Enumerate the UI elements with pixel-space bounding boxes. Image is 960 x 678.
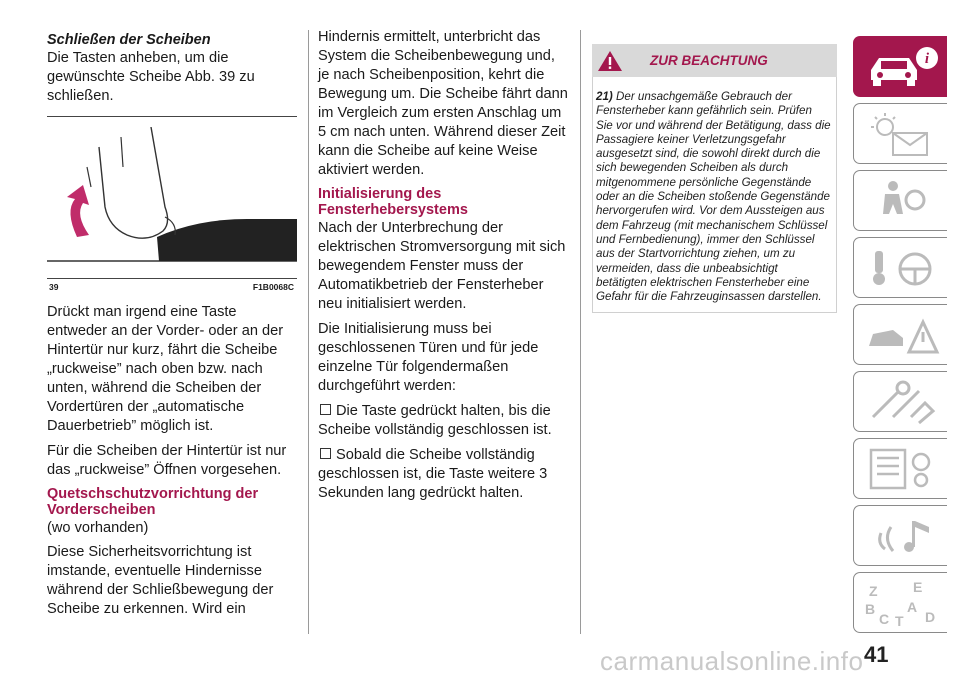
warning-lights-icon [863, 111, 943, 157]
bullet-item-2 [318, 446, 570, 503]
index-letter: Z [869, 583, 878, 599]
index-letter: B [865, 601, 876, 617]
figure-39 [47, 116, 297, 295]
tab-starting-driving[interactable] [853, 237, 947, 298]
section-title-closing-windows: Schließen der Scheiben [47, 32, 211, 48]
bullet-text-1: Die Taste gedrückt halten, bis die Scheibe vollständig geschlossen ist. [318, 403, 552, 438]
intro-paragraph: Die Tasten anheben, um die gewünschte Scheibe Abb. 39 zu schließen. [47, 50, 255, 104]
index-letter: D [925, 609, 936, 625]
chapter-tabs [853, 36, 949, 639]
watermark: carmanualsonline.info [600, 646, 864, 676]
paragraph-anti-pinch: Diese Sicherheitsvorrichtung ist imstande, eventuelle Hindernisse während der Schließbewegung der Scheibe zu erkennen. Wird ein [47, 544, 274, 617]
heading-initialization: Initialisierung des Fensterhebersystems [318, 186, 468, 218]
column-divider [308, 30, 309, 634]
tab-emergency[interactable] [853, 304, 947, 365]
figure-number: 39 [49, 282, 59, 292]
warning-text: Der unsachgemäße Gebrauch der Fensterheber kann gefährlich sein. Prüfen Sie vor und während der Betätigung, dass die Passagiere keiner Verletzungsgefahr ausgesetzt sind, die sowohl direkt durch die sich bewegenden Scheiben als durch mitgenommene persönliche Gegenstände oder an die Scheiben stoßende Gegenstände hervorgerufen wird. Vor dem Aussteigen aus dem Fahrzeug (mit mechanischem Schlüssel und Fernbedienung), immer den Schlüssel aus der Startvorrichtung ziehen, um zu vermeiden, dass die unbeabsichtigt betätigten elektrischen Fensterheber eine Gefahr für die Fahrzeuginsassen darstellen. [596, 90, 831, 304]
paragraph-obstacle: Hindernis ermittelt, unterbricht das System die Scheibenbewegung und, je nach Scheibenposition, kehrt die Bewegung um. Die Scheibe fährt dann im Vergleich zum ersten Anschlag um 5 cm nach unten. Während dieser Zeit kann die Scheibe auf keine Weise aktiviert werden. [318, 29, 568, 178]
window-switch-illustration [47, 127, 297, 267]
tab-maintenance[interactable] [853, 371, 947, 432]
figure-caption [47, 278, 297, 295]
key-steering-icon [863, 245, 943, 291]
index-letter: A [907, 599, 918, 615]
heading-anti-pinch: Quetschschutzvorrichtung der Vorderscheiben [47, 486, 259, 518]
airbag-safety-icon [863, 178, 943, 224]
heading-anti-pinch-note: (wo vorhanden) [47, 520, 149, 536]
warning-triangle-icon [597, 50, 623, 72]
bullet-item-1 [318, 402, 570, 440]
alphabetical-index-icon [863, 580, 943, 626]
tab-car-info[interactable] [853, 36, 947, 97]
index-letter: T [895, 613, 904, 626]
bullet-square-icon [320, 404, 331, 415]
paragraph-rear-door: Für die Scheiben der Hintertür ist nur das „ruckweise” Öffnen vorgesehen. [47, 443, 287, 478]
warning-ref: 21) [596, 90, 613, 103]
paragraph-power-interrupt: Nach der Unterbrechung der elektrischen Stromversorgung mit sich bewegendem Fenster muss der Automatikbetrieb der Fensterheber neu initialisiert werden. [318, 220, 566, 312]
svg-text:i: i [924, 51, 930, 67]
paragraph-short-press: Drückt man irgend eine Taste entweder an der Vorder- oder an der Hintertür nur kurz, fährt die Scheibe „ruckweise” nach oben bzw. nach unten, während die Scheiben der Vordertüren der „automatische Dauerbetrieb” möglich ist. [47, 304, 284, 434]
tab-safety[interactable] [853, 170, 947, 231]
column-divider [580, 30, 581, 634]
paragraph-init-procedure: Die Initialisierung muss bei geschlossenen Türen und für jede einzelne Tür folgendermaßen durchgeführt werden: [318, 321, 539, 394]
tab-warning-lights[interactable] [853, 103, 947, 164]
warning-box [592, 77, 837, 313]
arrow-up-icon [67, 185, 89, 237]
specs-settings-icon [863, 446, 943, 492]
tab-technical-data[interactable] [853, 438, 947, 499]
bullet-text-2: Sobald die Scheibe vollständig geschlossen ist, die Taste weitere 3 Sekunden lang gedrückt halten. [318, 447, 548, 501]
column-3 [592, 28, 837, 313]
column-2 [318, 28, 570, 509]
figure-code: F1B0068C [252, 282, 294, 292]
column-1 [47, 28, 297, 625]
accident-icon [863, 312, 943, 358]
bullet-square-icon [320, 448, 331, 459]
warning-header [592, 44, 837, 77]
index-letter: C [879, 611, 890, 626]
car-info-icon [863, 44, 943, 90]
tab-index[interactable] [853, 572, 947, 633]
maintenance-tools-icon [863, 379, 943, 425]
warning-title: ZUR BEACHTUNG [650, 53, 768, 68]
tab-multimedia[interactable] [853, 505, 947, 566]
index-letter: E [913, 580, 923, 595]
page-number: 41 [864, 642, 889, 667]
multimedia-icon [863, 513, 943, 559]
